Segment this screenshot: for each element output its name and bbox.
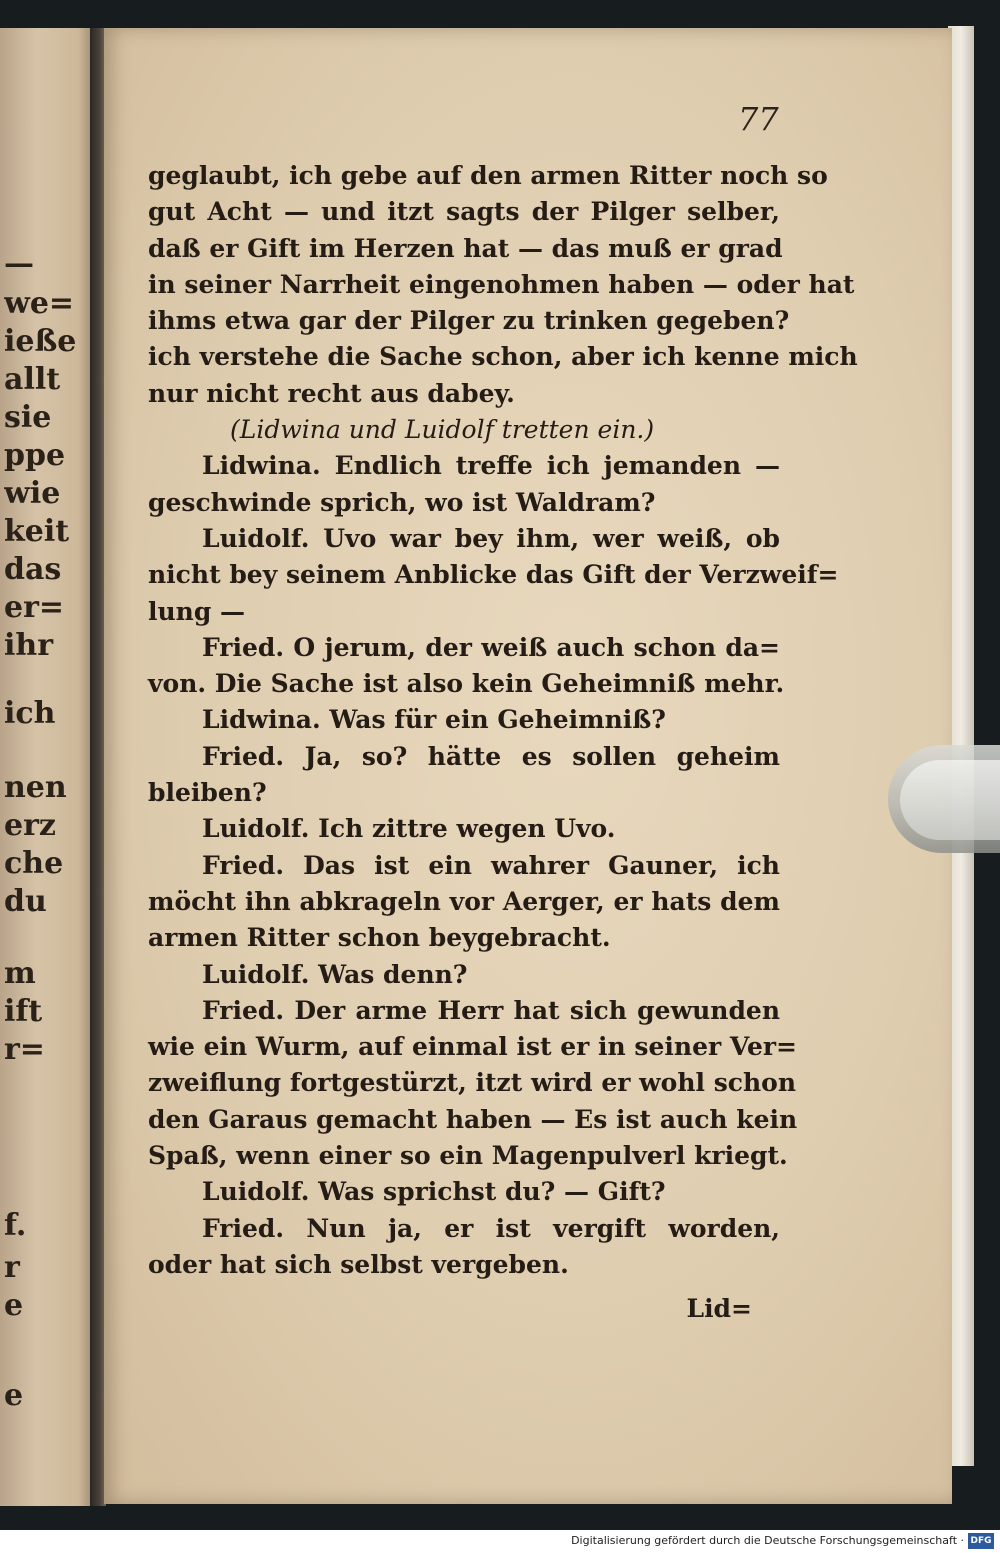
left-fragment: f.	[4, 1208, 27, 1243]
speaker-line: Luidolf. Was sprichst du? — Gift?	[202, 1177, 666, 1207]
left-page	[0, 28, 92, 1506]
left-fragment: nen	[4, 770, 67, 805]
left-fragment: r	[4, 1250, 20, 1285]
text-line: möcht ihn abkrageln vor Aerger, er hats dem	[148, 886, 780, 916]
text-line: wie ein Wurm, auf einmal ist er in seiner Ver=	[148, 1032, 797, 1062]
text-line: nicht bey seinem Anblicke das Gift der Verzweif=	[148, 560, 839, 590]
speaker-line: Fried. Das ist ein wahrer Gauner, ich	[202, 850, 780, 880]
text-line: ihms etwa gar der Pilger zu trinken gegeben?	[148, 306, 790, 336]
left-fragment: ift	[4, 994, 43, 1029]
speaker-line: Lidwina. Was für ein Geheimniß?	[202, 705, 666, 735]
footer-bar	[0, 1530, 1000, 1553]
left-fragment: e	[4, 1378, 24, 1413]
text-line: oder hat sich selbst vergeben.	[148, 1249, 569, 1279]
text-line: gut Acht — und itzt sagts der Pilger selber,	[148, 197, 780, 227]
text-line: von. Die Sache ist also kein Geheimniß mehr.	[148, 669, 785, 699]
speaker-line: Fried. Der arme Herr hat sich gewunden	[202, 995, 780, 1025]
funding-credit: Digitalisierung gefördert durch die Deutsche Forschungsgemeinschaft ·	[571, 1534, 964, 1547]
left-fragment: —	[4, 246, 34, 281]
catchword: Lid=	[686, 1294, 752, 1324]
text-line: zweiflung fortgestürzt, itzt wird er wohl schon	[148, 1068, 797, 1098]
speaker-line: Luidolf. Was denn?	[202, 959, 468, 989]
text-line: geglaubt, ich gebe auf den armen Ritter noch so	[148, 161, 828, 190]
text-line: Spaß, wenn einer so ein Magenpulverl kriegt.	[148, 1141, 788, 1171]
text-line: lung —	[148, 596, 246, 626]
left-fragment: erz	[4, 808, 56, 843]
text-line: armen Ritter schon beygebracht.	[148, 923, 611, 953]
dfg-logo: DFG	[968, 1533, 994, 1549]
speaker-line: Fried. Nun ja, er ist vergift worden,	[202, 1213, 780, 1243]
left-fragment: du	[4, 884, 47, 919]
text-line: nur nicht recht aus dabey.	[148, 378, 515, 408]
left-fragment: sie	[4, 400, 52, 435]
left-fragment: ihr	[4, 628, 54, 663]
text-line: bleiben?	[148, 778, 267, 808]
page-number: 77	[738, 100, 779, 138]
left-fragment: we=	[4, 286, 75, 321]
left-fragment: e	[4, 1288, 24, 1323]
left-fragment: allt	[4, 362, 61, 397]
text-line: geschwinde sprich, wo ist Waldram?	[148, 487, 656, 517]
left-fragment: keit	[4, 514, 70, 549]
left-fragment: r=	[4, 1032, 45, 1067]
page-clip-highlight	[900, 760, 1000, 840]
text-line: in seiner Narrheit eingenohmen haben — oder hat	[148, 269, 855, 299]
left-fragment: das	[4, 552, 62, 587]
text-line: daß er Gift im Herzen hat — das muß er grad	[148, 233, 783, 263]
text-line: ich verstehe die Sache schon, aber ich kenne mich	[148, 342, 858, 372]
text-line: den Garaus gemacht haben — Es ist auch kein	[148, 1104, 798, 1134]
left-fragment: wie	[4, 476, 61, 511]
speaker-line: Luidolf. Ich zittre wegen Uvo.	[202, 814, 616, 844]
left-fragment: ieße	[4, 324, 77, 359]
left-fragment: ppe	[4, 438, 66, 473]
left-fragment: er=	[4, 590, 65, 625]
speaker-line: Lidwina. Endlich treffe ich jemanden —	[202, 451, 780, 481]
speaker-line: Luidolf. Uvo war bey ihm, wer weiß, ob	[202, 523, 780, 553]
left-fragment: ich	[4, 696, 56, 731]
speaker-line: Fried. O jerum, der weiß auch schon da=	[202, 632, 780, 662]
left-fragment: m	[4, 956, 36, 991]
speaker-line: Fried. Ja, so? hätte es sollen geheim	[202, 741, 780, 771]
stage-direction: (Lidwina und Luidolf tretten ein.)	[230, 415, 655, 445]
left-fragment: che	[4, 846, 64, 881]
page-text	[148, 158, 858, 1328]
